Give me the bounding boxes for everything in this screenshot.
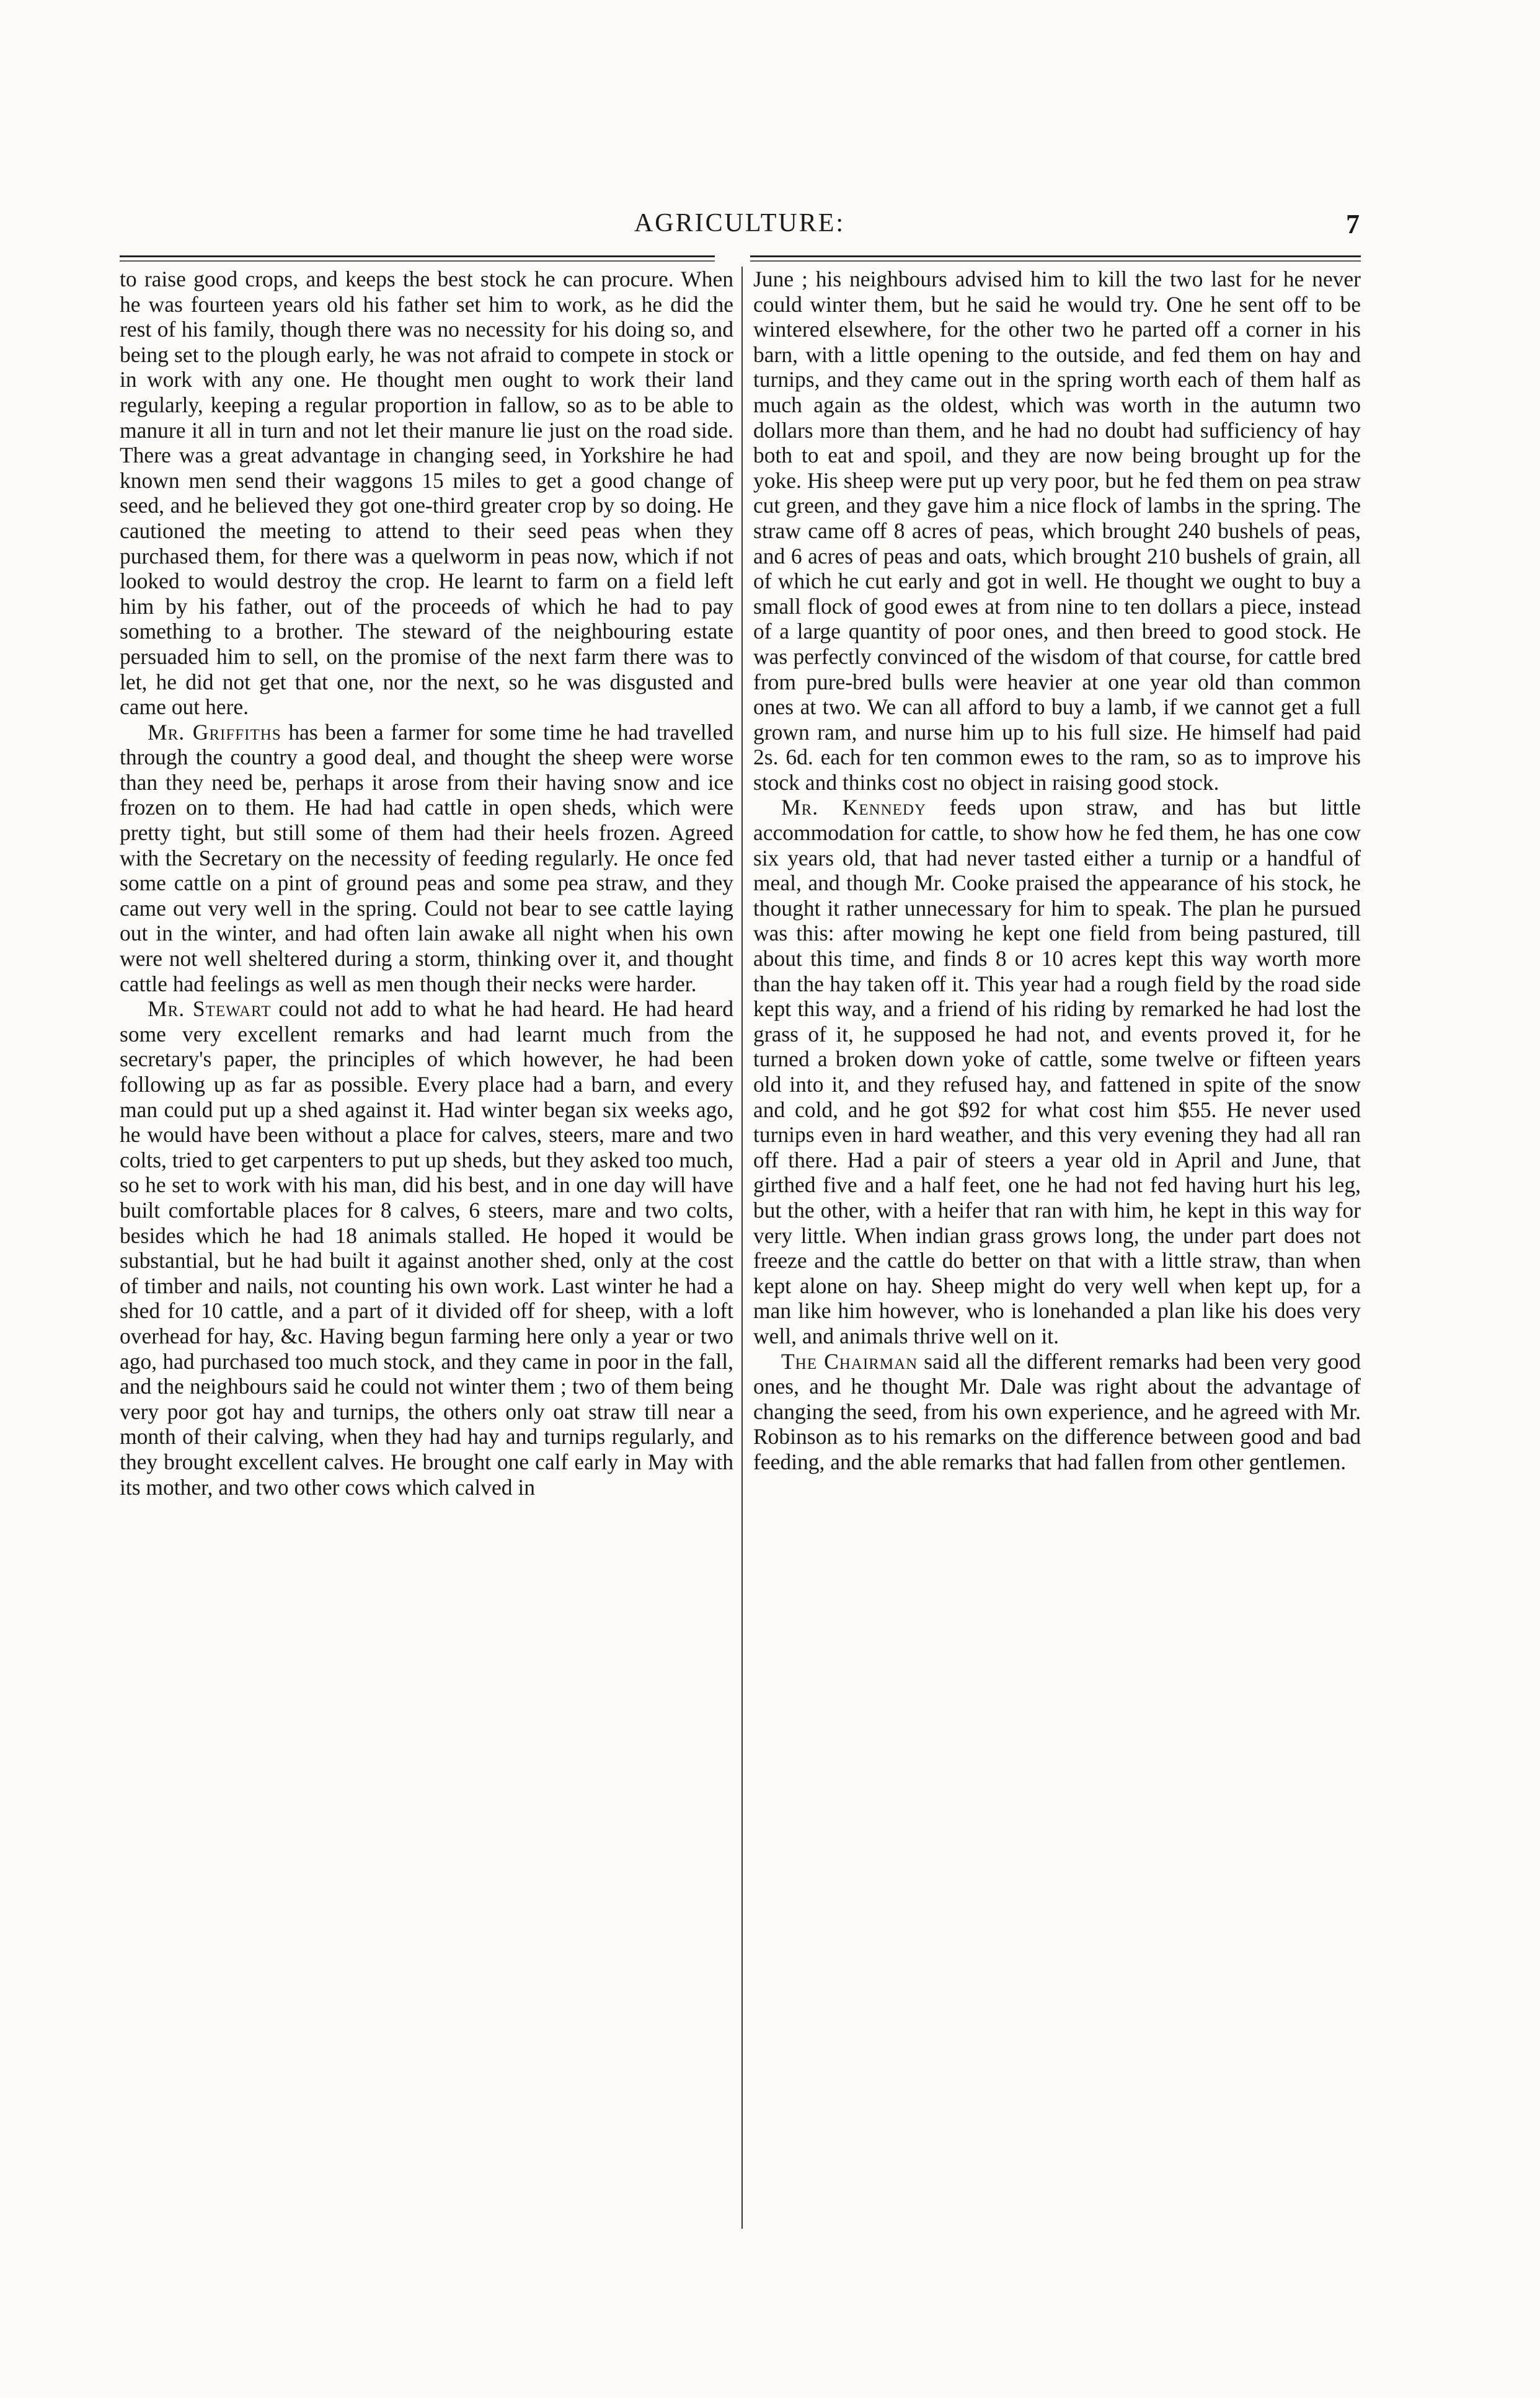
left-column (120, 267, 733, 1500)
column-divider (741, 267, 743, 2229)
paragraph-kennedy (753, 795, 1361, 1348)
right-column (753, 267, 1361, 1475)
speaker-name: Mr. Griffiths (148, 719, 281, 745)
speaker-name: The Chairman (781, 1348, 918, 1374)
running-title: AGRICULTURE: (634, 209, 846, 237)
header-rule-left (120, 255, 715, 257)
paragraph-griffiths (120, 720, 733, 997)
header-rule-left-thin (120, 260, 715, 262)
paragraph-continuation: June ; his neighbours advised him to kill the two last for he never could winter them, but he said he would try. One he sent off to be wintered elsewhere, for the other two he parted off a corner in his barn, with a little opening to the outside, and fed them on hay and turnips, and they came out in the spring worth each of them half as much again as the oldest, which was worth in the autumn two dollars more than them, and he had no doubt had sufficiency of hay both to eat and spoil, and they are now being brought up for the yoke. His sheep were put up very poor, but he fed them on pea straw cut green, and they gave him a nice flock of lambs in the spring. The straw came off 8 acres of peas, which brought 240 bushels of peas, and 6 acres of peas and oats, which brought 210 bushels of grain, all of which he cut early and got in well. He thought we ought to buy a small flock of good ewes at from nine to ten dollars a piece, instead of a large quantity of poor ones, and then breed to good stock. He was perfectly convinced of the wisdom of that course, for cattle bred from pure-bred bulls were heavier at one year old than common ones at two. We can all afford to buy a lamb, if we cannot get a full grown ram, and nurse him up to his full size. He himself had paid 2s. 6d. each for ten common ewes to the ram, so as to improve his stock and thinks cost no object in raising good stock. (753, 267, 1361, 795)
paragraph-stewart (120, 996, 733, 1500)
header-rule-right-thin (750, 260, 1361, 262)
paragraph-text: feeds upon straw, and has but little accommodation for cattle, to show how he fed them, he has one cow six years old, that had never tasted either a turnip or a handful of meal, and though Mr. Cooke praised the appearance of his stock, he thought it rather unnecessary for him to speak. The plan he pursued was this: after mowing he kept one field from being pastured, till about this time, and finds 8 or 10 acres kept this way worth more than the hay taken off it. This year had a rough field by the road side kept this way, and a friend of his riding by remarked he had lost the grass of it, he supposed he had not, and events proved it, for he turned a broken down yoke of cattle, some twelve or fifteen years old into it, and they refused hay, and fattened in spite of the snow and cold, and he got $92 for what cost him $55. He never used turnips even in hard weather, and this very evening they had all ran off there. Had a pair of steers a year old in April and June, that girthed five and a half feet, one he had not fed having hurt his leg, but the other, with a heifer that ran with him, he kept in this way for very little. When indian grass grows long, the under part does not freeze and the cattle do better on that with a little straw, than when kept alone on hay. Sheep might do very well when kept up, for a man like him however, who is lonehanded a plan like his does very well, and animals thrive well on it. (753, 795, 1361, 1348)
paragraph-continuation: to raise good crops, and keeps the best stock he can procure. When he was fourteen years old his father set him to work, as he did the rest of his family, though there was no necessity for his doing so, and being set to the plough early, he was not afraid to compete in stock or in work with any one. He thought men ought to work their land regularly, keeping a regular proportion in fallow, so as to be able to manure it all in turn and not let their manure lie just on the road side. There was a great advantage in changing seed, in Yorkshire he had known men send their waggons 15 miles to get a good change of seed, and he believed they got one-third greater crop by so doing. He cautioned the meeting to attend to their seed peas when they purchased them, for there was a quelworm in peas now, which if not looked to would destroy the crop. He learnt to farm on a field left him by his father, out of the proceeds of which he had to pay something to a brother. The steward of the neighbouring estate persuaded him to sell, on the promise of the next farm there was to let, he did not get that one, nor the next, so he was disgusted and came out here. (120, 267, 733, 720)
header-rule-right (750, 255, 1361, 257)
speaker-name: Mr. Stewart (148, 996, 272, 1022)
speaker-name: Mr. Kennedy (781, 795, 927, 820)
paragraph-text: said all the different remarks had been very good ones, and he thought Mr. Dale was right about the advantage of changing the seed, from his own experience, and he agreed with Mr. Robinson as to his remarks on the difference between good and bad feeding, and the able remarks that had fallen from other gentlemen. (753, 1348, 1361, 1474)
running-header (120, 208, 1360, 252)
page-number: 7 (1346, 209, 1360, 239)
paragraph-text: could not add to what he had heard. He had heard some very excellent remarks and had learnt much from the secretary's paper, the principles of which however, he had been following up as far as possible. Every place had a barn, and every man could put up a shed against it. Had winter began six weeks ago, he would have been without a place for calves, steers, mare and two colts, tried to get carpenters to put up sheds, but they asked too much, so he set to work with his man, did his best, and in one day will have built comfortable places for 8 calves, 6 steers, mare and two colts, besides which he had 18 animals stalled. He hoped it would be substantial, but he had built it against another shed, only at the cost of timber and nails, not counting his own work. Last winter he had a shed for 10 cattle, and a part of it divided off for sheep, with a loft overhead for hay, &c. Having begun farming here only a year or two ago, had purchased too much stock, and they came in poor in the fall, and the neighbours said he could not winter them ; two of them being very poor got hay and turnips, the others only oat straw till near a month of their calving, when they had hay and turnips regularly, and they brought excellent calves. He brought one calf early in May with its mother, and two other cows which calved in (120, 996, 733, 1500)
paragraph-chairman (753, 1349, 1361, 1475)
paragraph-text: has been a farmer for some time he had travelled through the country a good deal, and thought the sheep were worse than they need be, perhaps it arose from their having snow and ice frozen on to them. He had had cattle in open sheds, which were pretty tight, but still some of them had their heels frozen. Agreed with the Secretary on the necessity of feeding regularly. He once fed some cattle on a pint of ground peas and some pea straw, and they came out very well in the spring. Could not bear to see cattle laying out in the winter, and had often lain awake all night when his own were not well sheltered during a storm, thinking over it, and thought cattle had feelings as well as men though their necks were harder. (120, 719, 733, 996)
